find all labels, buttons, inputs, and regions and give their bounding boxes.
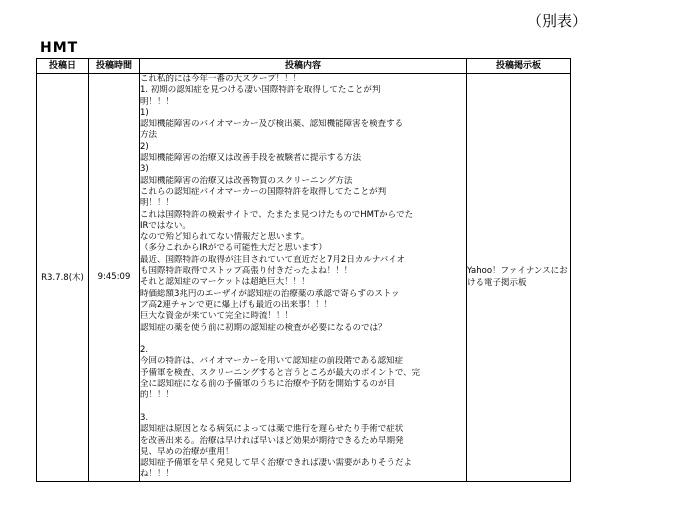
content-line: プ高2連チャンで更に爆上げも最近の出来事！！！ [140,299,333,310]
content-line: 予備軍を検査、スクリーニングすると言うところが最大のポイントで、完 [140,367,421,378]
content-line [140,402,466,413]
content-line: 最近、国際特許の取得が注目されていて直近だと7月2日カルナバイオ [140,254,406,265]
content-line: IRではない。 [140,220,191,231]
content-line: 見、早めの治療が重用！ [140,446,234,457]
content-line: 方法 [140,130,158,141]
content-line: 2) [140,141,149,152]
content-line: 今回の特許は、バイオマーカーを用いて認知症の前段階である認知症 [140,356,404,367]
content-line: 時価総額3兆円のエーザイが認知症の治療薬の承認で寄らずのストッ [140,288,400,299]
post-content-lines [140,74,466,481]
post-time: 9:45:09 [89,74,140,482]
post-date: R3.7.8(木) [37,74,89,482]
content-line: なので殆ど知られてない情報だと思います。 [140,232,310,243]
post-board: Yahoo！ファイナンスにおける電子掲示板 [467,74,571,482]
table-row [37,74,571,482]
header-post-content: 投稿内容 [140,59,467,74]
content-line: 巨大な資金が来ていて完全に時流！！！ [140,311,294,322]
content-line: これは国際特許の検索サイトで、たまたま見つけたものでHMTからでた [140,209,414,220]
content-line: 1. 初期の認知症を見つける凄い国際特許を取得してたことが判 [140,85,381,96]
post-content [140,74,467,482]
content-line: 1) [140,107,149,118]
content-line: 的！！！ [140,390,175,401]
content-line: 認知症は原因となる病気によっては薬で進行を遅らせたり手術で症状 [140,424,404,435]
content-line: も国際特許取得でストップ高張り付きだったよね！！！ [140,266,353,277]
content-line: 明！！！ [140,96,175,107]
attachment-label: （別表） [527,12,588,30]
content-line: 3) [140,164,149,175]
section-title: HMT [40,40,79,56]
content-line: （多分これからIRがでる可能性大だと思います） [140,243,327,254]
content-line: 全に認知症になる前の予備軍のうちに治療や予防を開始するのが目 [140,379,396,390]
content-line: ね！！！ [140,469,175,480]
header-post-board: 投稿掲示板 [467,59,571,74]
content-line [140,334,466,345]
content-line: 認知症予備軍を早く発見して早く治療できれば凄い需要がありそうだよ [140,458,413,469]
content-line: を改善出来る。治療は早ければ早いほど効果が期待できるため早期発 [140,435,404,446]
content-line: それと認知症のマーケットは超絶巨大！！！ [140,277,310,288]
header-post-time: 投稿時間 [89,59,140,74]
posts-table [36,58,571,482]
header-post-date: 投稿日 [37,59,89,74]
content-line: 明！！！ [140,198,175,209]
content-line: 認知症の薬を使う前に初期の認知症の検査が必要になるのでは？ [140,322,387,333]
content-line: 認知機能障害のバイオマーカー及び検出薬、認知機能障害を検査する [140,119,404,130]
content-line: 2. [140,345,149,356]
content-line: 3. [140,412,149,423]
content-line: これらの認知症バイオマーカーの国際特許を取得してたことが判 [140,186,387,197]
content-line: 認知機能障害の治療又は改善手段を被験者に提示する方法 [140,153,362,164]
table-header-row [37,59,571,74]
content-line: 認知機能障害の治療又は改善物質のスクリーニング方法 [140,175,353,186]
content-line: これ私的には今年一番の大スクープ！！！ [140,74,302,84]
